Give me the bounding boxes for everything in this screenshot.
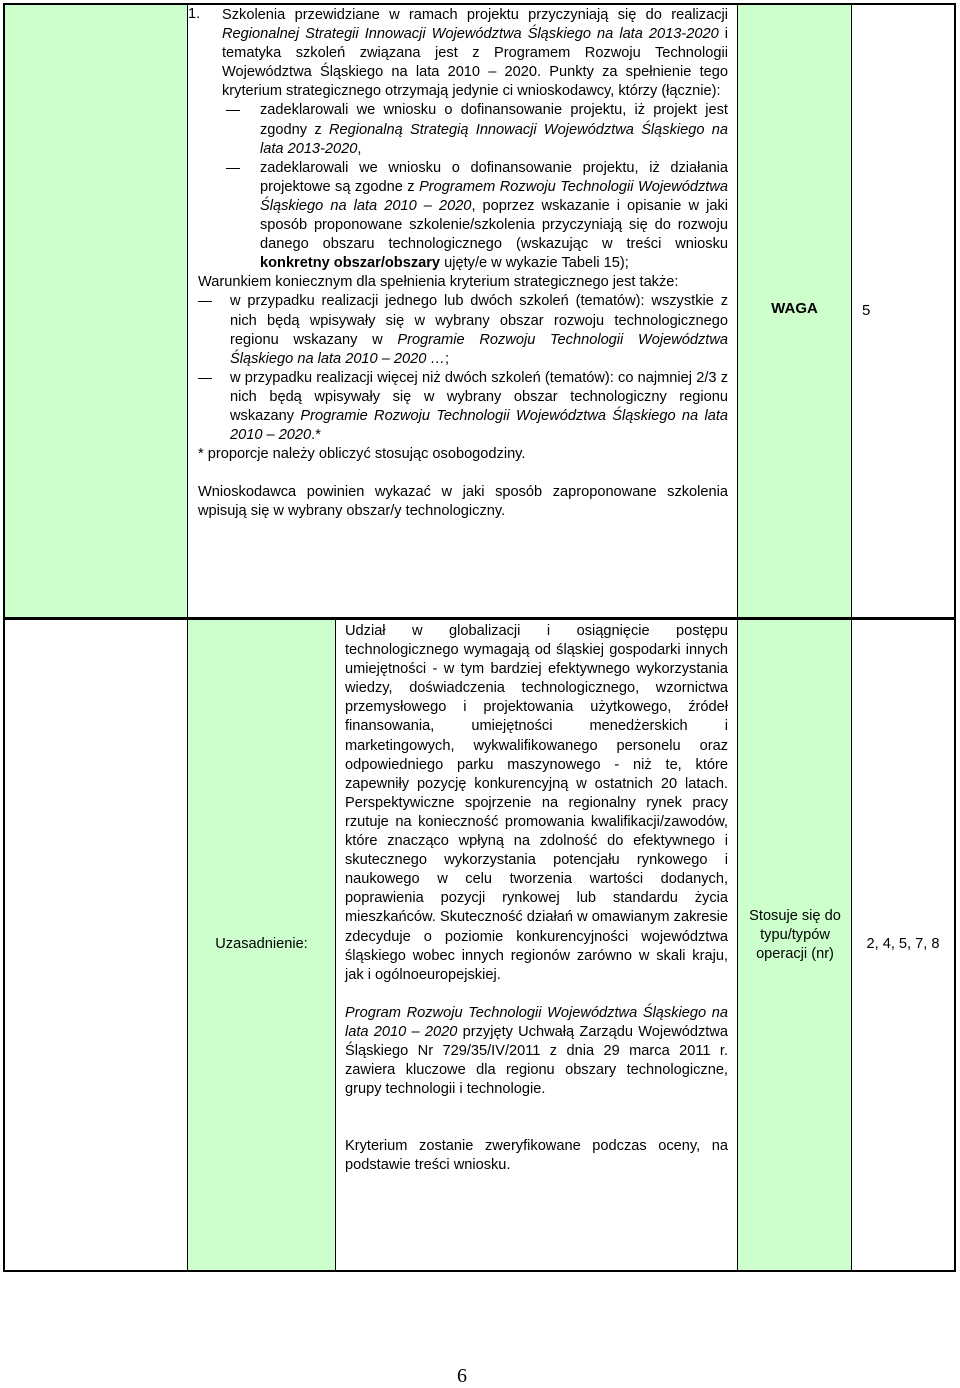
page-number: 6 [457,1365,467,1387]
justification-label: Uzasadnienie: [215,936,308,952]
table-border [3,617,956,620]
weight-label: WAGA [771,300,818,317]
table-border [187,3,188,1272]
declaration-item: zadeklarowali we wniosku o dofinansowanie projektu, iż działania projektowe są zgodne z Programem Rozwoju Technologii Województwa Śląskiego na lata 2010 – 2020, poprzez wskazanie i opisanie w jaki sposób proponowane szkolenie/szkolenia przyczyniają się do rozwoju danego obszaru technologicznego (wskazując w treści wniosku konkretny obszar/obszary ujęty/e w wykazie Tabeli 15); [198,159,728,274]
applies-label: Stosuje się do typu/typów operacji (nr) [749,908,841,963]
declaration-item: zadeklarowali we wniosku o dofinansowanie projektu, iż projekt jest zgodny z Regionalną Strategią Innowacji Województwa Śląskiego na lata 2013-2020, [198,101,728,158]
criterion-intro: Szkolenia przewidziane w ramach projektu przyczyniają się do realizacji Regionalnej Strategii Innowacji Województwa Śląskiego na lata 2013-2020 i tematyka szkoleń związana jest z Programem Rozwoju Technologii Województwa Śląskiego na lata 2010 – 2020. Punkty za spełnienie tego kryterium strategicznego otrzymają jedynie ci wnioskodawcy, którzy (łącznie): [222,7,728,100]
declaration-list [198,101,728,273]
table-border [335,620,336,1271]
criterion-number: 1. [188,6,201,22]
condition-list [198,292,728,445]
footnote: * proporcje należy obliczyć stosując osobogodziny. [198,446,526,463]
applicant-note: Wnioskodawca powinien wykazać w jaki sposób zaproponowane szkolenia wpisują się w wybrany obszar/y technologiczny. [198,484,728,520]
justification-text [345,622,728,1175]
table-border [737,3,738,1272]
table-border [3,1270,956,1272]
number-cell [4,4,188,618]
weight-value: 5 [862,302,871,319]
justification-paragraph: Program Rozwoju Technologii Województwa Śląskiego na lata 2010 – 2020 przyjęty Uchwałą Zarządu Województwa Śląskiego Nr 729/35/IV/2011 z dnia 29 marca 2011 r. zawiera kluczowe dla regionu obszary technologiczne, grupy technologii i technologie. [345,1004,728,1098]
condition-item: w przypadku realizacji jednego lub dwóch szkoleń (tematów): wszystkie z nich będą wpisywały się w wybrany obszar rozwoju technologicznego regionu wskazany w Programie Rozwoju Technologii Województwa Śląskiego na lata 2010 – 2020 …; [198,292,728,368]
table-border [851,3,852,1272]
justification-paragraph: Kryterium zostanie zweryfikowane podczas oceny, na podstawie treści wniosku. [345,1138,728,1174]
table-border [3,3,956,5]
criterion-text [198,6,728,521]
table-border [3,3,5,1272]
condition-text: Warunkiem koniecznym dla spełnienia kryterium strategicznego jest także: [198,274,679,291]
applies-value: 2, 4, 5, 7, 8 [866,936,940,952]
justification-paragraph: Udział w globalizacji i osiągnięcie postępu technologicznego wymagają od śląskiej gospodarki innych umiejętności - w tym bardziej efektywnego wykorzystania wiedzy, doświadczenia technologicznego, wzornictwa przemysłowego i projektowania użytkowego, źródeł finansowania, umiejętności menedżerskich i marketingowych, wykwalifikowanego personelu oraz odpowiedniego parku maszynowego - niż te, które zapewniły pozycję konkurencyjną w ostatnich 20 latach. Perspektywiczne spojrzenie na regionalny rynek pracy rzutuje na konieczność promowania kwalifikacji/zawodów, które znacząco wpłyną na zdolność do efektywnego i skutecznego wykorzystania potencjału rynkowego i naukowego w celu tworzenia wartości dodanych, poprawienia pozycji rynkowej lub standardu życia mieszkańców. Skuteczność działań w omawianym zakresie zdecyduje o poziomie konkurencyjności województwa śląskiego wobec innych regionów zarówno w skali kraju, jak i ogólnoeuropejskiej. [345,623,728,983]
condition-item: w przypadku realizacji więcej niż dwóch szkoleń (tematów): co najmniej 2/3 z nich będą wpisywały się w wybrany obszar technologiczny regionu wskazany Programie Rozwoju Technologii Województwa Śląskiego na lata 2010 – 2020.* [198,369,728,445]
table-border [954,3,956,1272]
